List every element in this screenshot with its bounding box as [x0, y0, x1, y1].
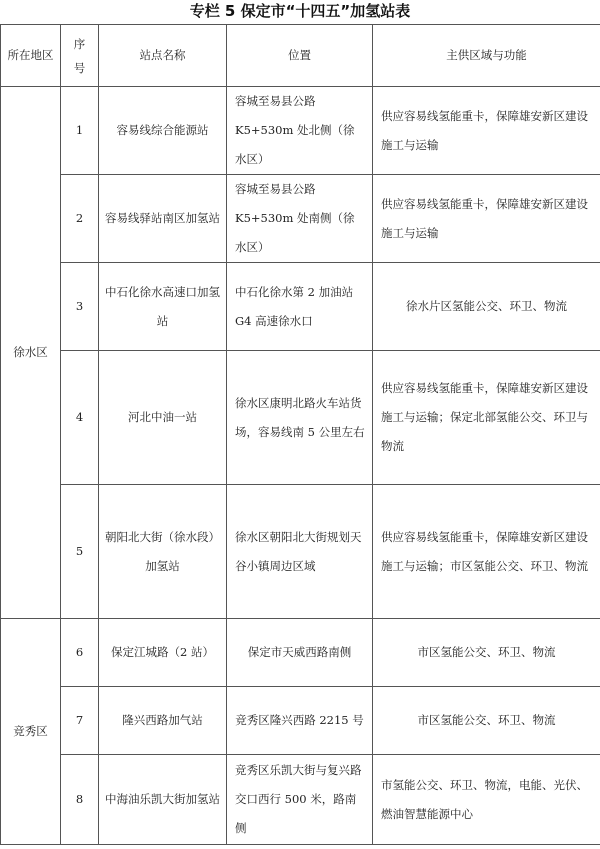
function-cell: 徐水片区氢能公交、环卫、物流 [373, 263, 600, 351]
table-row [1, 485, 600, 619]
location-cell: 容城至易县公路 K5+530m 处北侧（徐水区） [227, 87, 373, 175]
seq-cell: 6 [61, 619, 99, 687]
station-name-cell: 容易线综合能源站 [99, 87, 227, 175]
function-cell: 市区氢能公交、环卫、物流 [373, 687, 600, 755]
location-cell: 徐水区康明北路火车站货场，容易线南 5 公里左右 [227, 351, 373, 485]
seq-cell: 5 [61, 485, 99, 619]
header-row [1, 25, 600, 87]
region-cell-xushui: 徐水区 [1, 87, 61, 619]
station-name-cell: 保定江城路（2 站） [99, 619, 227, 687]
location-cell: 竞秀区乐凯大街与复兴路交口西行 500 米，路南侧 [227, 755, 373, 845]
function-cell: 供应容易线氢能重卡，保障雄安新区建设施工与运输；市区氢能公交、环卫、物流 [373, 485, 600, 619]
station-name-cell: 容易线驿站南区加氢站 [99, 175, 227, 263]
header-function: 主供区域与功能 [373, 25, 600, 87]
function-cell: 市氢能公交、环卫、物流，电能、光伏、燃油智慧能源中心 [373, 755, 600, 845]
seq-cell: 2 [61, 175, 99, 263]
table-row [1, 87, 600, 175]
seq-cell: 3 [61, 263, 99, 351]
table-title: 专栏 5 保定市“十四五”加氢站表 [189, 2, 411, 20]
location-cell: 保定市天威西路南侧 [227, 619, 373, 687]
table-row [1, 263, 600, 351]
header-region: 所在地区 [1, 25, 61, 87]
header-seq-line2: 号 [73, 60, 86, 75]
station-name-cell: 朝阳北大街（徐水段）加氢站 [99, 485, 227, 619]
station-name-cell: 中海油乐凯大街加氢站 [99, 755, 227, 845]
header-seq [61, 25, 99, 87]
header-seq-line1: 序 [73, 36, 86, 51]
table-row [1, 755, 600, 845]
function-cell: 供应容易线氢能重卡，保障雄安新区建设施工与运输；保定北部氢能公交、环卫与物流 [373, 351, 600, 485]
location-cell: 容城至易县公路 K5+530m 处南侧（徐水区） [227, 175, 373, 263]
hydrogen-station-table [0, 24, 600, 845]
function-cell: 供应容易线氢能重卡，保障雄安新区建设施工与运输 [373, 87, 600, 175]
location-cell: 徐水区朝阳北大街规划天谷小镇周边区域 [227, 485, 373, 619]
station-name-cell: 中石化徐水高速口加氢站 [99, 263, 227, 351]
function-cell: 市区氢能公交、环卫、物流 [373, 619, 600, 687]
location-cell: 中石化徐水第 2 加油站 G4 高速徐水口 [227, 263, 373, 351]
seq-cell: 7 [61, 687, 99, 755]
header-location: 位置 [227, 25, 373, 87]
header-name: 站点名称 [99, 25, 227, 87]
function-cell: 供应容易线氢能重卡，保障雄安新区建设施工与运输 [373, 175, 600, 263]
table-row [1, 351, 600, 485]
station-name-cell: 隆兴西路加气站 [99, 687, 227, 755]
location-cell: 竞秀区隆兴西路 2215 号 [227, 687, 373, 755]
station-name-cell: 河北中油一站 [99, 351, 227, 485]
seq-cell: 1 [61, 87, 99, 175]
seq-cell: 8 [61, 755, 99, 845]
table-row [1, 619, 600, 687]
table-row [1, 687, 600, 755]
seq-cell: 4 [61, 351, 99, 485]
region-cell-jingxiu: 竞秀区 [1, 619, 61, 845]
table-row [1, 175, 600, 263]
